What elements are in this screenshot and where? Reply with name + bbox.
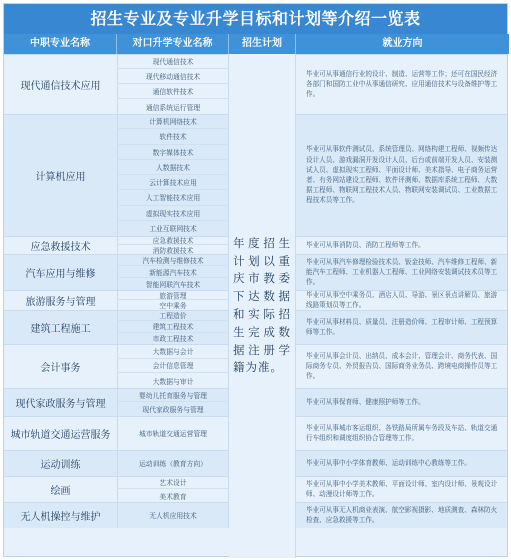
career-direction: 毕业可从事城市客运组织、各铁路局所属车务段及车站、轨道交通行车组织和调度组织协合管理等工作。: [306, 423, 498, 442]
major-name: 运动训练: [40, 459, 81, 471]
career-direction: 毕业可从事中小学体育教师、运动训练中心教练等工作。: [306, 458, 471, 467]
target-major: 通信系统运行管理: [145, 103, 201, 112]
major-name: 绘画: [50, 485, 71, 497]
target-major: 运动训练（教育方向）: [139, 460, 207, 468]
career-direction: 毕业可从事中小学美术教师、平面设计师、室内设计师、景观设计师、动漫设计师等工作。: [306, 479, 498, 498]
plan-cell: [229, 54, 296, 558]
target-major: 城市轨道交通运营管理: [139, 430, 207, 438]
header-direction: 就业方向: [296, 34, 509, 54]
target-major: 婴幼儿托育服务与管理: [117, 388, 229, 402]
header-plan: 招生计划: [229, 34, 296, 54]
major-name: 旅游服务与管理: [25, 296, 96, 308]
major-name: 现代家政服务与管理: [15, 398, 106, 410]
major-name: 汽车应用与维修: [25, 268, 96, 280]
major-name: 计算机应用: [35, 171, 86, 183]
target-major: 通信软件技术: [117, 84, 229, 99]
career-direction: 毕业可从事通信行业的设计、制造、运营等工作；还可在国民经济各部门和国防工业中从事通信研究、应用通信技术与设备维护等工作。: [306, 69, 498, 99]
target-major: 现代家政服务与管理: [142, 406, 204, 414]
header-target: 对口升学专业名称: [117, 34, 229, 54]
target-major: 大数据与审计: [152, 377, 194, 386]
target-major: 现代移动通信技术: [117, 69, 229, 84]
major-name: 现代通信技术应用: [20, 80, 101, 92]
career-direction: 毕业可从事会计员、出纳员、成本会计、管理会计、商务代表、国际商务专员、外贸报告员、国际商务业务员、跨境电商操作员等工作。: [306, 351, 498, 381]
target-major: 大数据与会计: [117, 344, 229, 359]
career-direction: 毕业可从事材料员、质量员、注册造价师、工程审计师、工程预算师等工作。: [306, 317, 498, 336]
major-name: 应急救援技术: [30, 241, 91, 253]
target-major: 会计信息管理: [117, 359, 229, 374]
major-name: 城市轨道交通运营服务: [10, 429, 111, 441]
target-major: 新能源汽车技术: [117, 266, 229, 278]
plan-text: 年度招生计划以重庆市教委下达数据和实际招生完成数据注册学籍为准。: [233, 235, 291, 375]
header-major: 中职专业名称: [4, 34, 117, 54]
career-direction: 毕业可从事空中乘务员、酒店人员、导游、景区景点讲解员、旅游线路策划员等工作。: [306, 290, 498, 309]
career-direction: 毕业可从事软件测试员、系统管理员、网络构建工程师、视频传达设计人员、游戏漏洞开发设计人员、后台或前端开发人员、安装测试人员、虚拟现实工程师、平面设计师、美术指导、电子商务运营者、有务网站建设工程师、软件评测师、数据库系统工程师、大数据工程师、物联网工程技术人员、物联网安装调试员、工业数据工程技术员等工作。: [306, 145, 498, 205]
target-major: 云计算技术应用: [117, 175, 229, 190]
major-name: 无人机操控与维护: [20, 511, 101, 523]
career-direction: 毕业可从事保育师、健康照护师等工作。: [306, 397, 425, 406]
target-major: 软件技术: [117, 129, 229, 144]
target-major: 人数据技术: [117, 160, 229, 175]
target-major: 消防救援技术: [152, 246, 194, 255]
target-major: 艺术设计: [117, 476, 229, 489]
target-major: 空中乘务: [159, 302, 187, 310]
career-direction: 毕业可从事消防员、消防工程师等工作。: [306, 240, 425, 249]
target-major: 现代通信技术: [117, 54, 229, 69]
target-major: 人工智能技术应用: [117, 190, 229, 205]
target-major: 汽车检测与维修技术: [117, 254, 229, 266]
target-major: 美术教育: [159, 492, 187, 501]
target-major: 无人机应用技术: [149, 512, 197, 520]
career-direction: 毕业可从事汽车修理检验技术员、钣金技师、汽车维修工程师、新能汽车工程师、工业机器人工程师、工业网络安装调试技术员等工作。: [306, 257, 498, 287]
target-major: 建筑工程技术: [117, 321, 229, 332]
target-major: 虚拟现实技术应用: [117, 206, 229, 221]
enrollment-table: [3, 3, 508, 557]
target-major: 工程造价: [117, 310, 229, 321]
target-major: 工业互联网技术: [149, 225, 197, 234]
target-major: 数字媒体技术: [117, 145, 229, 160]
target-major: 应急救援技术: [117, 236, 229, 245]
career-direction: 毕业可从事无人机商业表演、航空影视摄影、地质测查、森林防火检查、应急救援等工作。: [306, 505, 498, 524]
target-major: 计算机网络技术: [117, 114, 229, 129]
table-title: 招生专业及专业升学目标和计划等介绍一览表: [4, 4, 507, 34]
target-major: 智能网联汽车技术: [145, 281, 201, 289]
target-major: 市政工程技术: [152, 335, 194, 344]
target-major: 旅游管理: [117, 290, 229, 300]
major-name: 建筑工程施工: [30, 323, 91, 335]
major-name: 会计事务: [40, 362, 81, 374]
